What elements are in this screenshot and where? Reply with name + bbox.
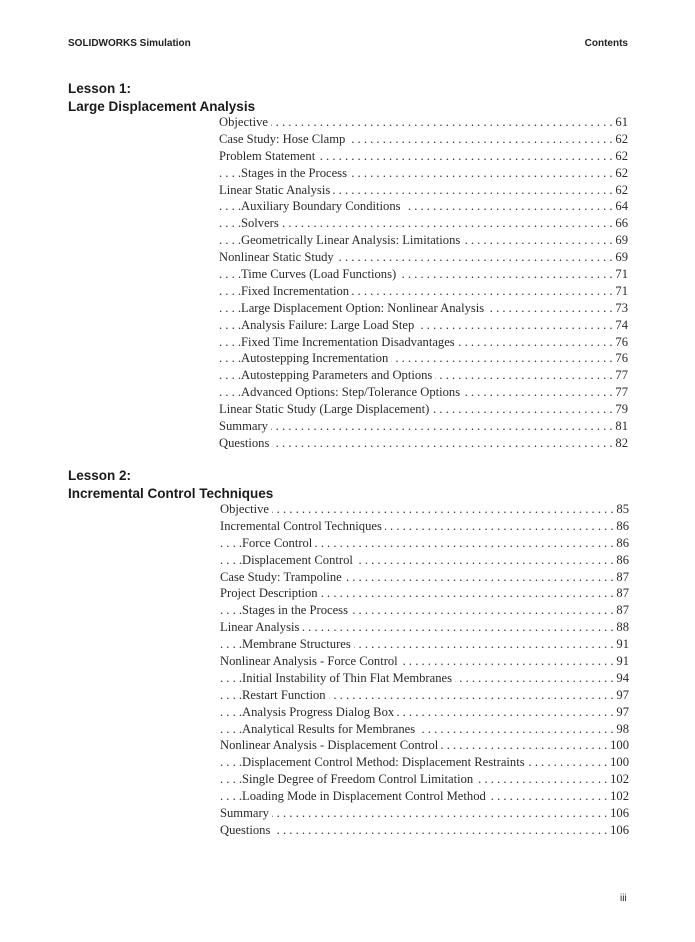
toc-entry (220, 569, 629, 586)
toc-entry-page: 69 (612, 232, 628, 249)
toc-entry-page: 100 (607, 737, 629, 754)
toc-entry-page: 62 (612, 131, 628, 148)
toc-entry-title: Nonlinear Static Study (219, 250, 337, 264)
toc-entry-page: 62 (612, 182, 628, 199)
toc-entry-title: Fixed Time Incrementation Disadvantages (241, 335, 458, 349)
toc-entry-page: 97 (613, 687, 629, 704)
toc-entry (219, 249, 628, 266)
toc-entry-title: Case Study: Hose Clamp (219, 132, 348, 146)
lesson-2-number: Lesson 2: (68, 468, 132, 483)
toc-entry (219, 198, 628, 215)
toc-entry (219, 266, 628, 283)
lesson-1-toc (219, 114, 628, 452)
toc-entry-title: Questions (220, 823, 273, 837)
toc-entry-title: Force Control (242, 536, 315, 550)
toc-entry-page: 76 (612, 334, 628, 351)
toc-entry-title: Problem Statement (219, 149, 318, 163)
toc-entry (220, 602, 629, 619)
toc-entry-title: Questions (219, 436, 272, 450)
toc-entry (220, 619, 629, 636)
toc-entry (220, 771, 629, 788)
toc-entry-page: 64 (612, 198, 628, 215)
toc-entry-page: 77 (612, 367, 628, 384)
toc-entry (219, 131, 628, 148)
toc-entry-page: 85 (613, 501, 629, 518)
toc-entry-page: 87 (613, 585, 629, 602)
toc-entry-title: Summary (219, 419, 271, 433)
toc-entry-title: Nonlinear Analysis - Force Control (220, 654, 401, 668)
toc-entry-page: 91 (613, 636, 629, 653)
toc-entry-title: Displacement Control (242, 553, 356, 567)
toc-entry-title: Nonlinear Analysis - Displacement Control (220, 738, 441, 752)
toc-entry-title: Initial Instability of Thin Flat Membranes (242, 671, 455, 685)
toc-entry-page: 102 (607, 788, 629, 805)
toc-entry (220, 653, 629, 670)
toc-entry-title: Autostepping Incrementation (241, 351, 391, 365)
toc-entry-title: Displacement Control Method: Displacement Restraints (242, 755, 528, 769)
toc-entry (219, 418, 628, 435)
running-header-section: Contents (584, 38, 628, 49)
toc-entry (219, 232, 628, 249)
toc-entry-page: 98 (613, 721, 629, 738)
toc-entry-page: 106 (607, 822, 629, 839)
toc-entry-title: Fixed Incrementation (241, 284, 352, 298)
toc-entry-title: Linear Static Study (Large Displacement) (219, 402, 432, 416)
toc-entry (219, 401, 628, 418)
toc-entry-title: Auxiliary Boundary Conditions (241, 199, 404, 213)
toc-entry (219, 182, 628, 199)
toc-entry (220, 788, 629, 805)
toc-entry-page: 73 (612, 300, 628, 317)
toc-entry-page: 71 (612, 266, 628, 283)
toc-entry-page: 66 (612, 215, 628, 232)
toc-entry-page: 97 (613, 704, 629, 721)
toc-entry (220, 822, 629, 839)
toc-entry (219, 300, 628, 317)
toc-entry-title: Advanced Options: Step/Tolerance Options (241, 385, 463, 399)
toc-entry (220, 687, 629, 704)
toc-entry-page: 86 (613, 518, 629, 535)
toc-entry (219, 435, 628, 452)
toc-entry (220, 754, 629, 771)
toc-entry-page: 88 (613, 619, 629, 636)
toc-entry-title: Project Description (220, 586, 321, 600)
toc-entry-page: 100 (607, 754, 629, 771)
toc-entry (220, 585, 629, 602)
toc-entry (220, 670, 629, 687)
toc-entry-page: 76 (612, 350, 628, 367)
toc-entry-title: Time Curves (Load Functions) (241, 267, 399, 281)
toc-entry-title: Incremental Control Techniques (220, 519, 385, 533)
toc-entry-page: 61 (612, 114, 628, 131)
toc-entry-title: Autostepping Parameters and Options (241, 368, 435, 382)
toc-entry-title: Linear Analysis (220, 620, 302, 634)
toc-entry-title: Single Degree of Freedom Control Limitation (242, 772, 476, 786)
toc-entry-page: 87 (613, 569, 629, 586)
toc-entry-title: Stages in the Process (242, 603, 351, 617)
toc-entry (219, 215, 628, 232)
toc-entry (220, 518, 629, 535)
toc-entry (219, 367, 628, 384)
toc-entry-page: 77 (612, 384, 628, 401)
toc-entry (220, 704, 629, 721)
toc-entry-page: 86 (613, 535, 629, 552)
lesson-2-toc (220, 501, 629, 839)
toc-entry (220, 501, 629, 518)
toc-entry-page: 91 (613, 653, 629, 670)
toc-entry-title: Objective (219, 115, 271, 129)
toc-entry-title: Loading Mode in Displacement Control Method (242, 789, 489, 803)
toc-entry (220, 721, 629, 738)
toc-entry (220, 737, 629, 754)
toc-entry-page: 102 (607, 771, 629, 788)
lesson-1-number: Lesson 1: (68, 81, 132, 96)
lesson-2-heading (68, 467, 273, 503)
toc-entry-title: Stages in the Process (241, 166, 350, 180)
toc-entry (219, 317, 628, 334)
toc-entry-title: Objective (220, 502, 272, 516)
lesson-2-title: Incremental Control Techniques (68, 486, 274, 501)
toc-entry-title: Restart Function (242, 688, 329, 702)
toc-entry (220, 552, 629, 569)
toc-entry (219, 148, 628, 165)
toc-entry-title: Linear Static Analysis (219, 183, 333, 197)
toc-entry-title: Analytical Results for Membranes (242, 722, 418, 736)
toc-entry (219, 334, 628, 351)
toc-entry-page: 62 (612, 148, 628, 165)
toc-entry-page: 71 (612, 283, 628, 300)
toc-entry-page: 81 (612, 418, 628, 435)
toc-entry-page: 74 (612, 317, 628, 334)
toc-entry-page: 79 (612, 401, 628, 418)
toc-entry (219, 350, 628, 367)
toc-entry (219, 114, 628, 131)
lesson-1-heading (68, 80, 255, 116)
toc-entry-title: Analysis Failure: Large Load Step (241, 318, 417, 332)
page-number: iii (620, 893, 627, 904)
toc-entry-title: Analysis Progress Dialog Box (242, 705, 397, 719)
toc-entry (220, 805, 629, 822)
toc-entry-page: 82 (612, 435, 628, 452)
toc-entry-title: Case Study: Trampoline (220, 570, 345, 584)
toc-entry-page: 94 (613, 670, 629, 687)
lesson-1-title: Large Displacement Analysis (68, 99, 256, 114)
toc-entry-title: Large Displacement Option: Nonlinear Analysis (241, 301, 487, 315)
toc-entry-page: 62 (612, 165, 628, 182)
toc-entry (219, 384, 628, 401)
toc-entry-title: Geometrically Linear Analysis: Limitations (241, 233, 463, 247)
running-header-title: SOLIDWORKS Simulation (68, 38, 191, 49)
toc-entry (219, 283, 628, 300)
toc-entry-title: Membrane Structures (242, 637, 354, 651)
toc-entry (219, 165, 628, 182)
toc-entry (220, 535, 629, 552)
toc-entry-page: 87 (613, 602, 629, 619)
toc-entry-page: 106 (607, 805, 629, 822)
toc-entry-title: Summary (220, 806, 272, 820)
toc-entry-page: 69 (612, 249, 628, 266)
toc-entry-title: Solvers (241, 216, 282, 230)
toc-entry-page: 86 (613, 552, 629, 569)
toc-entry (220, 636, 629, 653)
